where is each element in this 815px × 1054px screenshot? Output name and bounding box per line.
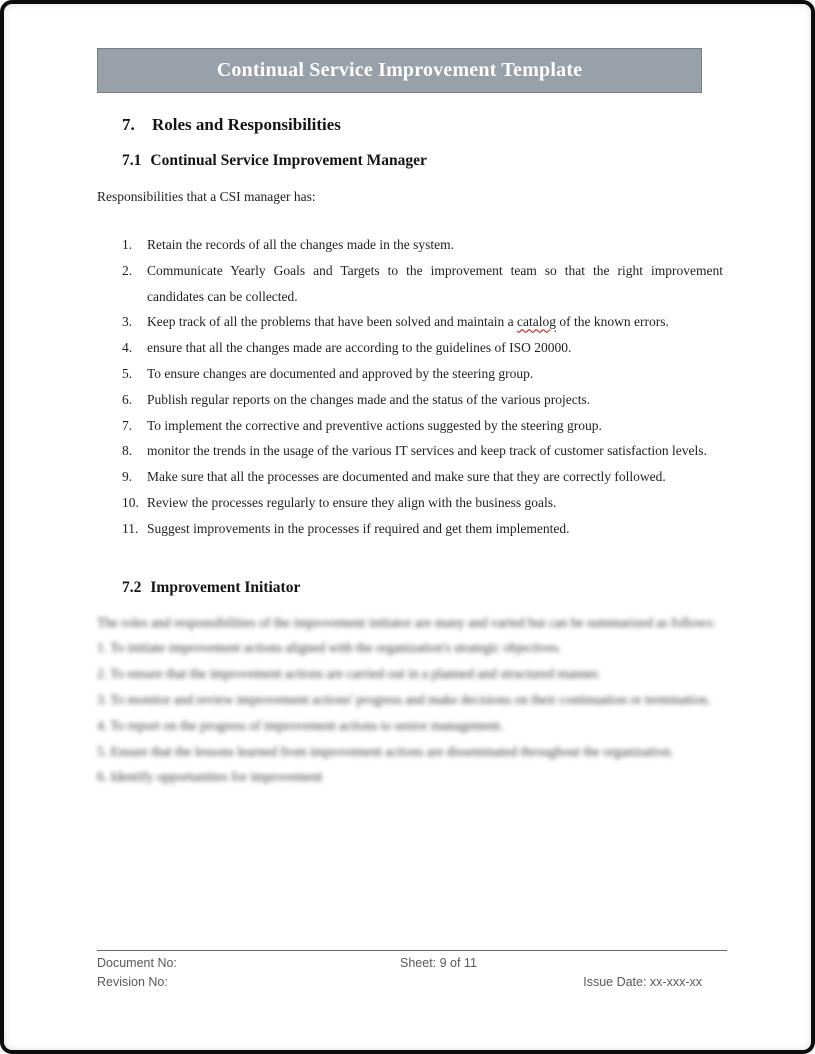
subsection-title: Improvement Initiator: [150, 578, 301, 596]
list-item-number: 4.: [122, 340, 133, 356]
document-title: Continual Service Improvement Template: [216, 59, 583, 81]
issue-date: Issue Date: xx-xxx-xx: [583, 975, 702, 989]
list-item-text: To implement the corrective and preventive actions suggested by the steering group.: [147, 417, 602, 433]
csi-manager-responsibilities-list: [97, 232, 723, 542]
list-item-text: Retain the records of all the changes made in the system.: [147, 237, 455, 252]
blurred-item: 6. Identify opportunities for improvement: [97, 769, 323, 785]
list-item-number: 7.: [122, 417, 133, 433]
list-item-number: 10.: [122, 494, 139, 510]
blurred-item: 3. To monitor and review improvement actions' progress and make decisions on their continuation or termination.: [97, 691, 711, 707]
footer-divider: [97, 950, 727, 951]
blurred-item: 4. To report on the progress of improvement actions to senior management.: [97, 717, 504, 733]
blurred-intro: The roles and responsibilities of the improvement initiator are many and varied but can be summarized as follows:: [97, 614, 716, 630]
list-item-text: To ensure changes are documented and approved by the steering group.: [147, 365, 534, 381]
footer-row-2: [97, 975, 727, 993]
footer-row-1: [97, 956, 727, 974]
list-item-text: monitor the trends in the usage of the various IT services and keep track of customer satisfaction levels.: [147, 443, 707, 459]
list-item: [122, 413, 723, 439]
list-item-number: 5.: [122, 365, 133, 381]
list-item-text-pre: Keep track of all the problems that have been solved and maintain a: [147, 314, 517, 330]
list-item-text: Suggest improvements in the processes if required and get them implemented.: [147, 520, 570, 536]
subsection-number: 7.1: [122, 152, 142, 169]
list-item-text: Communicate Yearly Goals and Targets to the improvement team so that the right improvement candidates can be collected.: [147, 262, 723, 304]
page-footer: [97, 950, 727, 993]
list-item-number: 3.: [122, 314, 133, 330]
page-content: [4, 48, 811, 790]
blurred-item: 2. To ensure that the improvement actions are carried out in a planned and structured manner.: [97, 666, 601, 682]
list-item: [122, 309, 723, 335]
blurred-item: 5. Ensure that the lessons learned from improvement actions are disseminated throughout the organization.: [97, 743, 674, 759]
list-item-text: [147, 309, 723, 335]
revision-no-label: Revision No:: [97, 975, 168, 989]
list-item-text: ensure that all the changes made are according to the guidelines of ISO 20000.: [147, 340, 572, 356]
list-item: [122, 258, 723, 310]
subsection-heading-csi-manager: [97, 152, 723, 170]
list-item-number: 11.: [122, 520, 139, 536]
list-item-number: 6.: [122, 391, 133, 407]
list-item: [122, 335, 723, 361]
subsection-title: Continual Service Improvement Manager: [150, 152, 427, 169]
sheet-number: Sheet: 9 of 11: [400, 956, 477, 970]
blurred-text-block: [97, 610, 723, 791]
list-item: [122, 438, 723, 464]
list-item-number: 8.: [122, 443, 133, 459]
subsection-heading-improvement-initiator: [97, 579, 723, 597]
list-item-number: 1.: [122, 237, 133, 252]
section-number: 7.: [122, 115, 135, 134]
blurred-item: 1. To initiate improvement actions aligned with the organization's strategic objectives.: [97, 640, 562, 656]
section-heading-roles: [97, 115, 723, 135]
list-item-text: Publish regular reports on the changes made and the status of the various projects.: [147, 391, 591, 407]
list-item: [122, 516, 723, 542]
list-item: [122, 361, 723, 387]
misspelled-word: catalog: [517, 314, 556, 330]
list-item: [122, 232, 723, 258]
list-item-number: 2.: [122, 262, 133, 278]
list-item-text: Make sure that all the processes are documented and make sure that they are correctly followed.: [147, 469, 666, 485]
list-item: [122, 387, 723, 413]
section-title: Roles and Responsibilities: [152, 115, 341, 134]
subsection-number: 7.2: [122, 578, 142, 596]
csi-manager-intro: Responsibilities that a CSI manager has:: [97, 189, 316, 204]
list-item-number: 9.: [122, 469, 133, 485]
list-item-text: Review the processes regularly to ensure they align with the business goals.: [147, 494, 557, 510]
list-item: [122, 464, 723, 490]
list-item-text-post: of the known errors.: [555, 314, 669, 330]
list-item: [122, 490, 723, 516]
document-no-label: Document No:: [97, 956, 177, 970]
title-banner: [97, 48, 702, 93]
